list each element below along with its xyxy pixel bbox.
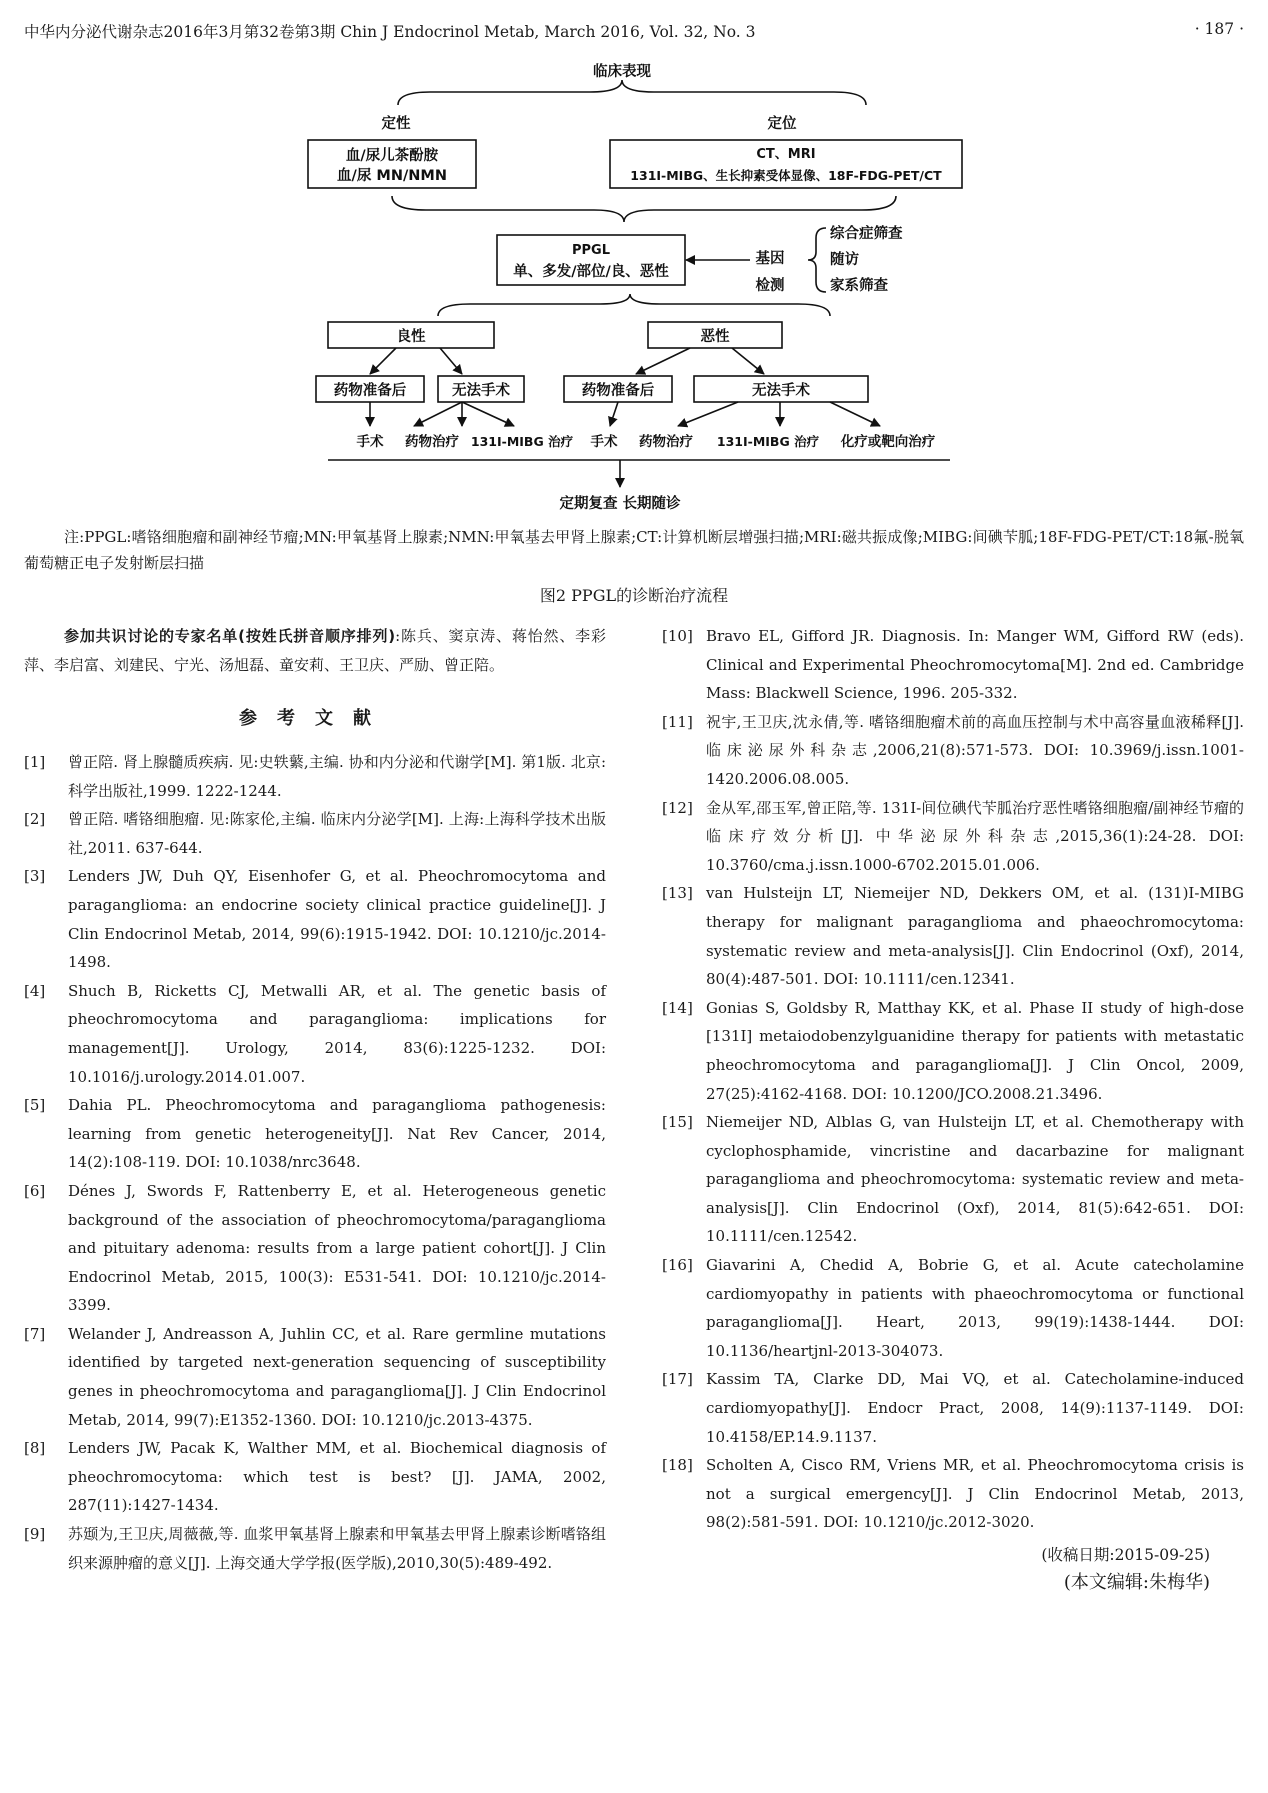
ppgl-line2: 单、多发/部位/良、恶性 (513, 264, 669, 280)
reference-number: [17] (662, 1370, 693, 1389)
reference-number: [7] (24, 1324, 46, 1343)
left-column (24, 622, 606, 1577)
journal-citation: 中华内分泌代谢杂志2016年3月第32卷第3期 Chin J Endocrinol Metab, March 2016, Vol. 32, No. 3 (24, 23, 756, 41)
clinical-label: 临床表现 (593, 64, 651, 80)
reference-item (662, 622, 1244, 708)
expert-list (24, 622, 606, 680)
treatment-4: 手术 (590, 434, 618, 450)
reference-item (662, 879, 1244, 993)
reference-item (662, 1365, 1244, 1451)
reference-number: [16] (662, 1256, 693, 1275)
treatment-6: 131I-MIBG 治疗 (716, 434, 820, 449)
benign-label: 良性 (396, 329, 426, 345)
reference-number: [13] (662, 884, 693, 903)
reference-number: [2] (24, 810, 46, 829)
reference-item (24, 805, 606, 862)
reference-text: Shuch B, Ricketts CJ, Metwalli AR, et al. The genetic basis of pheochromocytoma and paraganglioma: implications for management[J]. Urology, 2014, 83(6):1225-1232. DOI: 10.1016/j.urology.2014.01.007. (68, 981, 606, 1086)
reference-number: [8] (24, 1439, 46, 1458)
reference-item (24, 1320, 606, 1434)
reference-item (24, 748, 606, 805)
reference-text: Bravo EL, Gifford JR. Diagnosis. In: Manger WM, Gifford RW (eds). Clinical and Experimental Pheochromocytoma[M]. 2nd ed. Cambridge Mass: Blackwell Science, 1996. 205-332. (706, 627, 1244, 703)
treatment-1: 手术 (356, 434, 384, 450)
reference-item (662, 794, 1244, 880)
reference-text: Giavarini A, Chedid A, Bobrie G, et al. Acute catecholamine cardiomyopathy in patients with phaeochromocytoma or functional paraganglioma[J]. Heart, 2013, 99(19):1438-1444. DOI: 10.1136/heartjnl-2013-304073. (706, 1256, 1244, 1360)
page-number: · 187 · (1194, 20, 1244, 38)
reference-number: [1] (24, 753, 46, 771)
treatment-2: 药物治疗 (405, 434, 459, 450)
middle-brace (392, 196, 896, 222)
reference-text: Dahia PL. Pheochromocytoma and paraganglioma pathogenesis: learning from genetic heterogeneity[J]. Nat Rev Cancer, 2014, 14(2):108-119. DOI: 10.1038/nrc3648. (68, 1096, 606, 1172)
figure-caption: 图2 PPGL的诊断治疗流程 (539, 586, 729, 605)
reference-text: 曾正陪. 肾上腺髓质疾病. 见:史轶蘩,主编. 协和内分泌和代谢学[M]. 第1版. 北京:科学出版社,1999. 1222-1244. (68, 753, 606, 800)
references-right (662, 622, 1244, 1537)
followup-label: 定期复查 长期随诊 (559, 496, 681, 512)
gene-outcome-3: 家系筛查 (830, 278, 888, 294)
reference-item (24, 1434, 606, 1520)
loc-box-line2: 131I-MIBG、生长抑素受体显像、18F-FDG-PET/CT (630, 168, 942, 183)
reference-item (24, 1091, 606, 1177)
reference-text: Dénes J, Swords F, Rattenberry E, et al. Heterogeneous genetic background of the association of pheochromocytoma/paraganglioma and pituitary adenoma: results from a large patient cohort[J]. J Clin Endocrinol Metab, 2015, 100(3): E531-541. DOI: 10.1210/jc.2014-3399. (68, 1181, 606, 1315)
references-left (24, 748, 606, 1577)
reference-item (24, 1520, 606, 1577)
benign-drug-prep: 药物准备后 (333, 383, 407, 399)
reference-text: Kassim TA, Clarke DD, Mai VQ, et al. Catecholamine-induced cardiomyopathy[J]. Endocr Pract, 2008, 14(9):1137-1149. DOI: 10.4158/EP.14.9.1137. (706, 1370, 1244, 1446)
reference-number: [14] (662, 998, 693, 1017)
editor-note: (本文编辑:朱梅华) (1063, 1572, 1210, 1593)
lower-brace (438, 294, 830, 316)
gene-outcome-2: 随访 (830, 252, 859, 268)
treatment-3: 131I-MIBG 治疗 (470, 434, 574, 449)
reference-text: Scholten A, Cisco RM, Vriens MR, et al. Pheochromocytoma crisis is not a surgical emergency[J]. J Clin Endocrinol Metab, 2013, 98(2):581-591. DOI: 10.1210/jc.2012-3020. (706, 1456, 1244, 1532)
qual-box-line2: 血/尿 MN/NMN (337, 168, 447, 184)
malignant-no-surgery: 无法手术 (752, 383, 810, 399)
reference-number: [11] (662, 712, 693, 731)
reference-number: [18] (662, 1456, 693, 1475)
reference-number: [9] (24, 1525, 46, 1544)
reference-text: Welander J, Andreasson A, Juhlin CC, et al. Rare germline mutations identified by targeted next-generation sequencing of susceptibility genes in pheochromocytoma and paraganglioma[J]. J Clin Endocrinol Metab, 2014, 99(7):E1352-1360. DOI: 10.1210/jc.2013-4375. (68, 1324, 606, 1429)
ppgl-line1: PPGL (571, 243, 611, 258)
figure-note: 注:PPGL:嗜铬细胞瘤和副神经节瘤;MN:甲氧基肾上腺素;NMN:甲氧基去甲肾上腺素;CT:计算机断层增强扫描;MRI:磁共振成像;MIBG:间碘苄胍;18F-FDG-PET/CT:18氟-脱氧葡萄糖正电子发射断层扫描 (24, 528, 1244, 572)
reference-item (24, 1177, 606, 1320)
reference-number: [6] (24, 1181, 46, 1200)
reference-text: Niemeijer ND, Alblas G, van Hulsteijn LT, et al. Chemotherapy with cyclophosphamide, vincristine and dacarbazine for malignant paraganglioma and pheochromocytoma: systematic review and meta-analysis[J]. Clin Endocrinol (Oxf), 2014, 81(5):642-651. DOI: 10.1111/cen.12542. (706, 1113, 1244, 1246)
reference-text: Lenders JW, Duh QY, Eisenhofer G, et al. Pheochromocytoma and paraganglioma: an endocrine society clinical practice guideline[J]. J Clin Endocrinol Metab, 2014, 99(6):1915-1942. DOI: 10.1210/jc.2014-1498. (68, 867, 606, 972)
reference-number: [12] (662, 798, 693, 817)
reference-item (662, 1451, 1244, 1537)
reference-text: 金从军,邵玉军,曾正陪,等. 131I-间位碘代苄胍治疗恶性嗜铬细胞瘤/副神经节瘤的临床疗效分析[J]. 中华泌尿外科杂志,2015,36(1):24-28. DOI: 10.3760/cma.j.issn.1000-6702.2015.01.006. (706, 798, 1244, 874)
reference-text: van Hulsteijn LT, Niemeijer ND, Dekkers OM, et al. (131)I-MIBG therapy for malignant paraganglioma and phaeochromocytoma: systematic review and meta-analysis[J]. Clin Endocrinol (Oxf), 2014, 80(4):487-501. DOI: 10.1111/cen.12341. (706, 884, 1244, 989)
reference-number: [15] (662, 1113, 693, 1132)
expert-list-names: :陈兵、窦京涛、蒋怡然、李彩萍、李启富、刘建民、宁光、汤旭磊、童安莉、王卫庆、严励、曾正陪。 (24, 627, 607, 674)
gene-outcome-1: 综合症筛查 (830, 226, 903, 242)
top-brace (398, 80, 866, 105)
reference-text: 苏颋为,王卫庆,周薇薇,等. 血浆甲氧基肾上腺素和甲氧基去甲肾上腺素诊断嗜铬组织来源肿瘤的意义[J]. 上海交通大学学报(医学版),2010,30(5):489-492. (68, 1525, 606, 1572)
localization-label: 定位 (767, 116, 797, 132)
reference-item (662, 994, 1244, 1108)
treatment-7: 化疗或靶向治疗 (840, 434, 936, 450)
reference-number: [4] (24, 981, 46, 1000)
gene-line1: 基因 (755, 251, 785, 267)
reference-text: Gonias S, Goldsby R, Matthay KK, et al. Phase II study of high-dose [131I] metaiodobenzylguanidine therapy for patients with metastatic pheochromocytoma and paraganglioma[J]. J Clin Oncol, 2009, 27(25):4162-4168. DOI: 10.1200/JCO.2008.21.3496. (706, 998, 1244, 1103)
expert-list-heading: 参加共识讨论的专家名单(按姓氏拼音顺序排列) (64, 627, 396, 645)
references-title: 参考文献 (239, 708, 391, 729)
reference-number: [3] (24, 867, 46, 886)
diagnosis-flowchart (0, 0, 1268, 520)
treatment-5: 药物治疗 (639, 434, 693, 450)
gene-line2: 检测 (755, 278, 785, 294)
malignant-drug-prep: 药物准备后 (581, 383, 655, 399)
reference-item (662, 1108, 1244, 1251)
right-column (662, 622, 1244, 1597)
reference-text: 祝宇,王卫庆,沈永倩,等. 嗜铬细胞瘤术前的高血压控制与术中高容量血液稀释[J]. 临床泌尿外科杂志,2006,21(8):571-573. DOI: 10.3969/j.issn.1001-1420.2006.08.005. (706, 712, 1244, 788)
received-date: (收稿日期:2015-09-25) (1041, 1546, 1210, 1564)
reference-item (662, 1251, 1244, 1365)
loc-box-line1: CT、MRI (756, 147, 816, 162)
reference-item (24, 977, 606, 1091)
reference-item (662, 708, 1244, 794)
reference-text: Lenders JW, Pacak K, Walther MM, et al. Biochemical diagnosis of pheochromocytoma: which test is best? [J]. JAMA, 2002, 287(11):1427-1434. (68, 1439, 606, 1515)
gene-brace (808, 228, 826, 292)
malignant-label: 恶性 (700, 329, 730, 345)
reference-text: 曾正陪. 嗜铬细胞瘤. 见:陈家伦,主编. 临床内分泌学[M]. 上海:上海科学技术出版社,2011. 637-644. (68, 810, 606, 857)
reference-number: [5] (24, 1096, 46, 1115)
reference-item (24, 862, 606, 976)
reference-number: [10] (662, 627, 693, 645)
benign-no-surgery: 无法手术 (452, 383, 510, 399)
qualitative-label: 定性 (381, 116, 411, 132)
qual-box-line1: 血/尿儿茶酚胺 (345, 148, 439, 164)
